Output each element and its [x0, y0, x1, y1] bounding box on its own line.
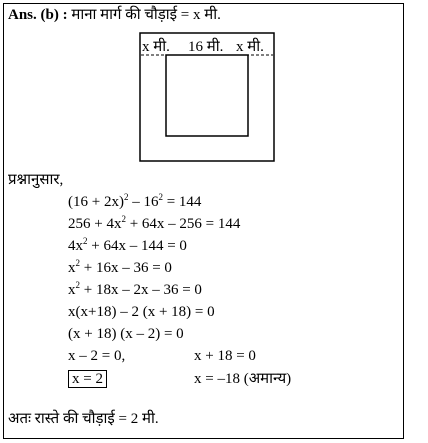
equation-5: $x^2 + 18x - 2x - 36 = 0$ [68, 280, 202, 298]
path-diagram [0, 0, 428, 180]
equation-4: $x^2 + 16x - 36 = 0$ [68, 258, 172, 276]
according-text: प्रश्नानुसार, [8, 172, 64, 188]
boxed-answer: x = 2 [68, 370, 107, 388]
answer-x-2 [68, 370, 107, 388]
equation-2: $256 + 4x^2 + 64x - 256 = 144$ [68, 214, 241, 232]
equation-8-left: x – 2 = 0, [68, 348, 126, 364]
conclusion-text: अतः रास्ते की चौड़ाई = 2 मी. [8, 411, 159, 427]
equation-6: x(x+18) – 2 (x + 18) = 0 [68, 304, 215, 320]
label-left-width: x मी. [142, 39, 170, 55]
label-right-width: x मी. [236, 39, 264, 55]
equation-1: $(16 + 2x)^2 - 16^2 = 144$ [68, 192, 202, 210]
equation-3: $4x^2 + 64x - 144 = 0$ [68, 236, 187, 254]
answer-label: Ans. (b) : [8, 7, 68, 23]
rejected-root: x = –18 (अमान्य) [194, 371, 292, 387]
inner-square [166, 55, 248, 136]
label-inner-side: 16 मी. [188, 39, 224, 55]
equation-8-right: x + 18 = 0 [194, 348, 256, 364]
equation-7: (x + 18) (x – 2) = 0 [68, 326, 184, 342]
assumption-text: माना मार्ग की चौड़ाई = x मी. [71, 7, 221, 23]
